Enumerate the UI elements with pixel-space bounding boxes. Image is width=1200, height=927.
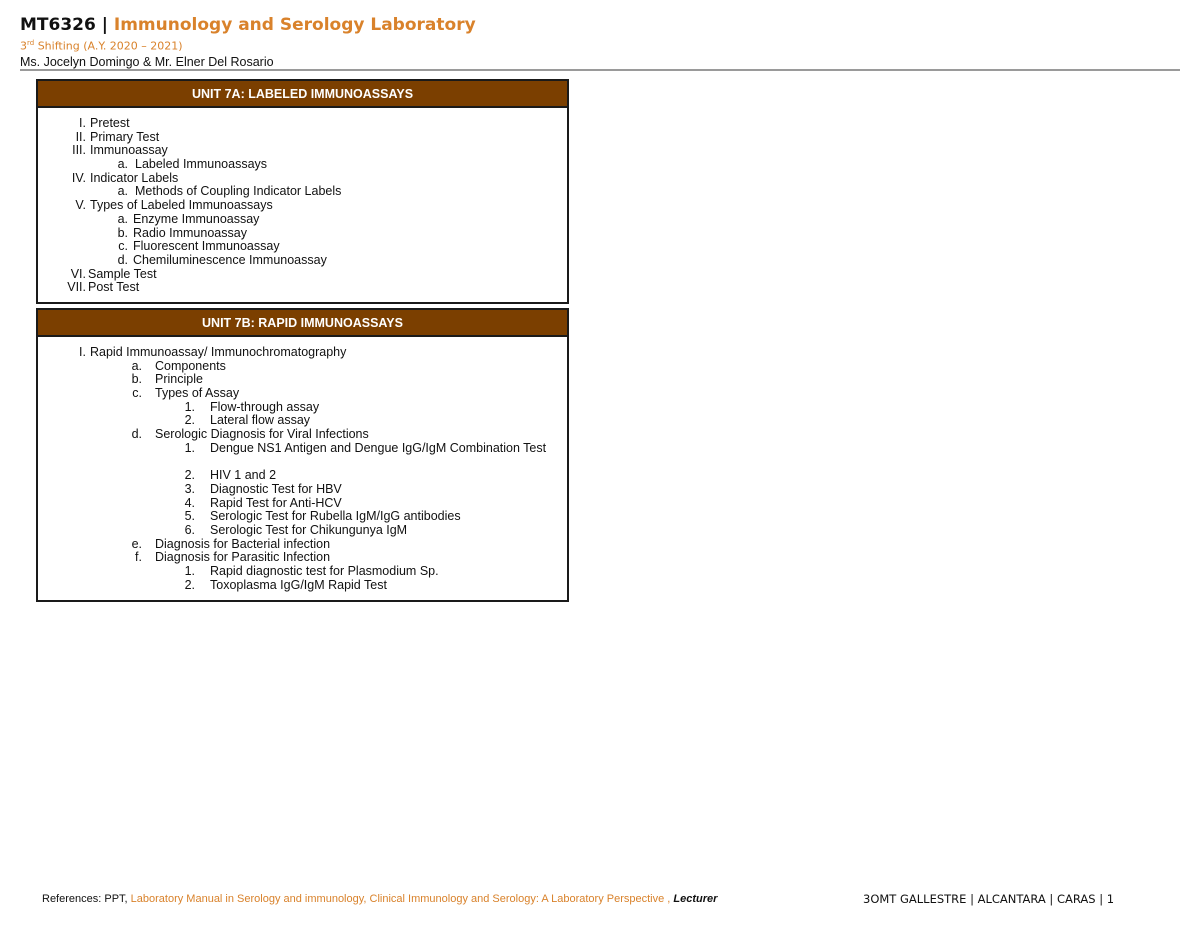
list-marker: d. [117, 252, 128, 267]
references-label: References: PPT, [42, 893, 131, 905]
list-marker: 2. [184, 413, 195, 428]
list-item-text: Dengue NS1 Antigen and Dengue IgG/IgM Combination Test [210, 440, 547, 455]
unit-7b-item [38, 538, 567, 552]
course-heading [20, 14, 1180, 36]
list-item-text: Serologic Diagnosis for Viral Infections [155, 427, 369, 442]
list-item-text: Rapid Immunoassay/ Immunochromatography [90, 345, 347, 359]
list-marker: 1. [184, 399, 195, 414]
list-marker: 5. [184, 509, 195, 524]
list-marker: 6. [184, 522, 195, 537]
unit-7a-item [38, 172, 567, 186]
unit-7a-outline [38, 108, 567, 295]
list-item-text: Flow-through assay [210, 399, 320, 414]
list-marker: a. [117, 184, 128, 199]
unit-7a-item [38, 227, 567, 241]
unit-7a-title: UNIT 7A: LABELED IMMUNOASSAYS [38, 81, 567, 108]
list-marker: c. [118, 239, 128, 254]
list-marker: a. [131, 358, 142, 373]
list-marker: IV. [71, 170, 86, 185]
list-item-text: Toxoplasma IgG/IgM Rapid Test [210, 577, 387, 592]
unit-7b-item [38, 510, 567, 524]
unit-7b-item [38, 414, 567, 428]
list-item-text: Post Test [88, 280, 140, 295]
list-item-text: Serologic Test for Chikungunya IgM [210, 522, 408, 537]
list-item-text: Fluorescent Immunoassay [133, 239, 280, 254]
unit-7a-item [38, 131, 567, 145]
unit-7a-item [38, 199, 567, 213]
course-code: MT6326 | [20, 15, 108, 35]
shift-info [20, 36, 1180, 54]
shift-ordinal: rd [27, 39, 35, 47]
list-item-text: Types of Assay [155, 386, 240, 401]
list-item-text: Labeled Immunoassays [135, 157, 268, 172]
unit-7a-item [38, 144, 567, 158]
page-header [20, 14, 1180, 70]
list-marker: 4. [184, 495, 195, 510]
section-credits: 3OMT GALLESTRE | ALCANTARA | CARAS | 1 [863, 892, 1115, 906]
list-marker: VII. [67, 280, 86, 295]
list-marker: f. [135, 550, 142, 565]
list-item-text: Diagnosis for Bacterial infection [155, 536, 331, 551]
list-item-text: Diagnosis for Parasitic Infection [155, 550, 331, 565]
list-marker: e. [131, 536, 142, 551]
unit-7b-item [38, 442, 567, 469]
list-marker: I. [79, 345, 86, 359]
unit-7a-box [36, 79, 569, 304]
list-item-text: Chemiluminescence Immunoassay [133, 252, 327, 267]
unit-7b-item [38, 387, 567, 401]
list-marker: VI. [70, 266, 86, 281]
list-marker: I. [79, 116, 86, 130]
unit-7b-item [38, 551, 567, 565]
unit-7a-item [38, 254, 567, 268]
list-item-text: Enzyme Immunoassay [133, 211, 260, 226]
unit-7b-item [38, 428, 567, 442]
list-item-text: Components [155, 358, 226, 373]
unit-7a-item [38, 213, 567, 227]
list-marker: 2. [184, 468, 195, 483]
list-marker: II. [75, 129, 86, 144]
lecturer-names: Ms. Jocelyn Domingo & Mr. Elner Del Rosario [20, 54, 274, 69]
list-marker: d. [131, 427, 142, 442]
list-marker: c. [132, 386, 142, 401]
unit-7b-outline [38, 337, 567, 592]
unit-7a-item [38, 240, 567, 254]
list-marker: b. [131, 372, 142, 387]
list-marker: 3. [184, 481, 195, 496]
unit-7b-box [36, 308, 569, 602]
unit-7b-item [38, 579, 567, 593]
unit-7b-item [38, 401, 567, 415]
list-marker: b. [117, 225, 128, 240]
list-item-text: Serologic Test for Rubella IgM/IgG antibodies [210, 509, 461, 524]
list-marker: 2. [184, 577, 195, 592]
list-item-text: Methods of Coupling Indicator Labels [135, 184, 342, 199]
list-marker: a. [117, 157, 128, 172]
unit-7b-item [38, 483, 567, 497]
unit-7a-item [38, 158, 567, 172]
list-item-text: Diagnostic Test for HBV [210, 481, 342, 496]
list-marker: a. [117, 211, 128, 226]
list-marker: 1. [184, 440, 195, 455]
list-item-text: Rapid diagnostic test for Plasmodium Sp. [210, 564, 439, 579]
list-marker: V. [75, 198, 86, 213]
unit-7a-item [38, 117, 567, 131]
unit-7a-item [38, 185, 567, 199]
list-item-text: Principle [155, 372, 203, 387]
references-lecturer: Lecturer [673, 893, 718, 905]
list-marker: 1. [184, 564, 195, 579]
list-item-text: Radio Immunoassay [133, 225, 247, 240]
list-marker: III. [72, 143, 86, 158]
unit-7b-title: UNIT 7B: RAPID IMMUNOASSAYS [38, 310, 567, 337]
list-item-text: Primary Test [90, 129, 160, 144]
list-item-text: Indicator Labels [90, 170, 179, 185]
unit-7b-item [38, 469, 567, 483]
list-item-text: Pretest [90, 116, 130, 130]
list-item-text: Types of Labeled Immunoassays [90, 198, 273, 213]
page-footer [42, 893, 1162, 909]
unit-7b-item [38, 497, 567, 511]
unit-7b-item [38, 373, 567, 387]
unit-7b-item [38, 360, 567, 374]
unit-7b-item [38, 346, 567, 360]
unit-7a-item [38, 268, 567, 282]
course-title: Immunology and Serology Laboratory [113, 15, 476, 35]
unit-7b-item [38, 565, 567, 579]
list-item-text: Immunoassay [90, 143, 168, 158]
unit-7b-item [38, 524, 567, 538]
references-sources: Laboratory Manual in Serology and immunology, Clinical Immunology and Serology: A Laboratory Perspective , [130, 893, 674, 905]
list-item-text: Sample Test [88, 266, 157, 281]
list-item-text: Rapid Test for Anti-HCV [210, 495, 342, 510]
unit-7a-item [38, 281, 567, 295]
list-item-text: Lateral flow assay [210, 413, 311, 428]
shift-number: 3 [20, 39, 27, 53]
header-divider [20, 69, 1180, 71]
shift-text: Shifting (A.Y. 2020 – 2021) [34, 39, 183, 53]
list-item-text: HIV 1 and 2 [210, 468, 277, 483]
